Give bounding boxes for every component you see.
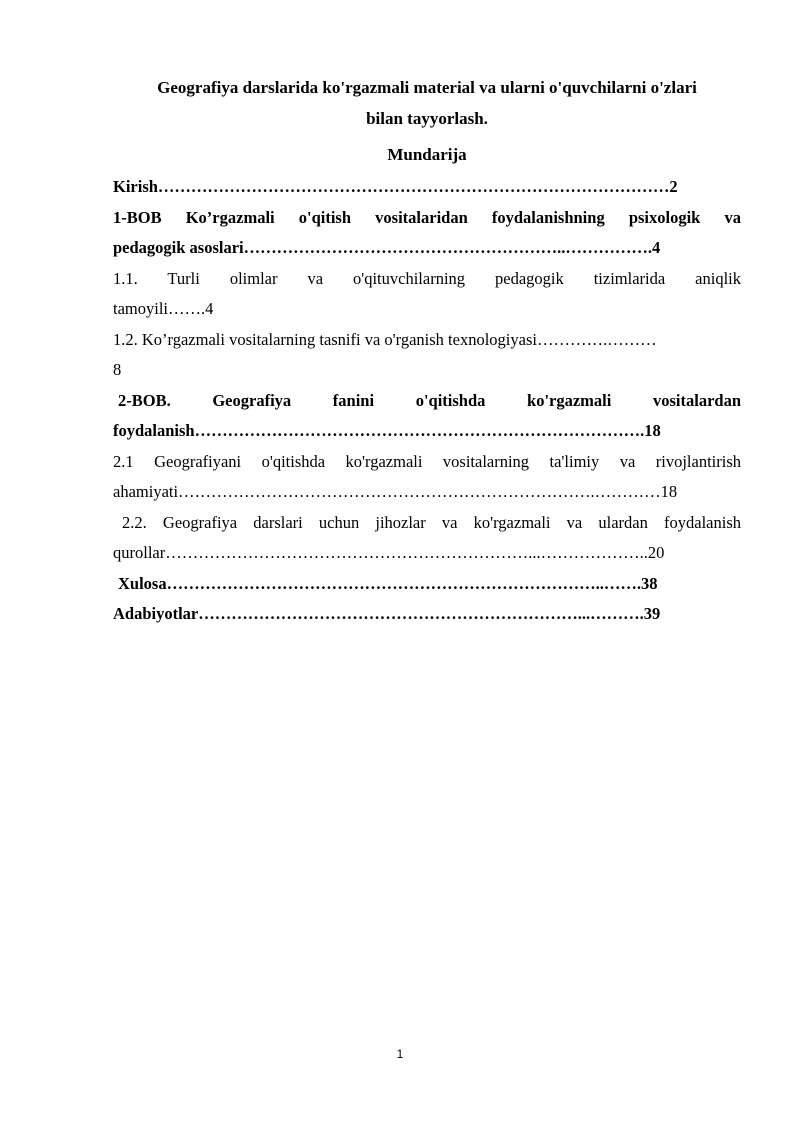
toc-entry-text-continued: pedagogik asoslari…………………………………………………..…………….4 xyxy=(113,238,661,257)
title-line-1: Geografiya darslarida ko'rgazmali material va ularni o'quvchilarni o'zlari xyxy=(157,78,697,97)
table-of-contents xyxy=(113,172,741,630)
toc-entry-text: 2-BOB. Geografiya fanini o'qitishda ko'rgazmali vositalardan xyxy=(118,390,741,410)
toc-entry-kirish[interactable] xyxy=(113,172,741,203)
toc-entry-chapter-2[interactable] xyxy=(113,386,741,447)
toc-entry-text: Xulosa……………………………………………………………………..…….38 xyxy=(118,573,658,593)
toc-entry-text: 2.1 Geografiyani o'qitishda ko'rgazmali vositalarning ta'limiy va rivojlantirish xyxy=(113,451,741,471)
page-number: 1 xyxy=(396,1047,404,1061)
document-title xyxy=(113,72,741,134)
toc-heading: Mundarija xyxy=(387,145,467,164)
toc-entry-text-continued: ahamiyati………………………………………………………………….…………18 xyxy=(113,482,678,501)
toc-entry-text-continued: 8 xyxy=(113,360,122,379)
toc-entry-text: 1-BOB Ko’rgazmali o'qitish vositalaridan foydalanishning psixologik va xyxy=(113,207,741,227)
toc-entry-text-continued: qurollar…………………………………………………………...………………..20 xyxy=(113,543,665,562)
toc-entry-text: Kirish…………………………………………………………………………………2 xyxy=(113,177,678,196)
title-line-2: bilan tayyorlash. xyxy=(366,109,488,128)
toc-entry-text: 1.2. Ko’rgazmali vositalarning tasnifi va o'rganish texnologiyasi………….……… xyxy=(113,329,657,349)
toc-entry-text: 1.1. Turli olimlar va o'qituvchilarning pedagogik tizimlarida aniqlik xyxy=(113,268,741,288)
toc-entry-section-1-2[interactable] xyxy=(113,325,741,386)
toc-entry-section-1-1[interactable] xyxy=(113,264,741,325)
toc-entry-text: Adabiyotlar……………………………………………………………...……….39 xyxy=(113,604,661,623)
toc-entry-section-2-1[interactable] xyxy=(113,447,741,508)
toc-entry-text-continued: foydalanish……………………………………………………………………….18 xyxy=(113,421,661,440)
toc-entry-adabiyotlar[interactable] xyxy=(113,599,741,630)
toc-entry-text: 2.2. Geografiya darslari uchun jihozlar va ko'rgazmali va ulardan foydalanish xyxy=(122,512,741,532)
toc-entry-xulosa[interactable] xyxy=(113,569,741,600)
toc-entry-section-2-2[interactable] xyxy=(113,508,741,569)
toc-entry-text-continued: tamoyili…….4 xyxy=(113,299,214,318)
toc-entry-chapter-1[interactable] xyxy=(113,203,741,264)
